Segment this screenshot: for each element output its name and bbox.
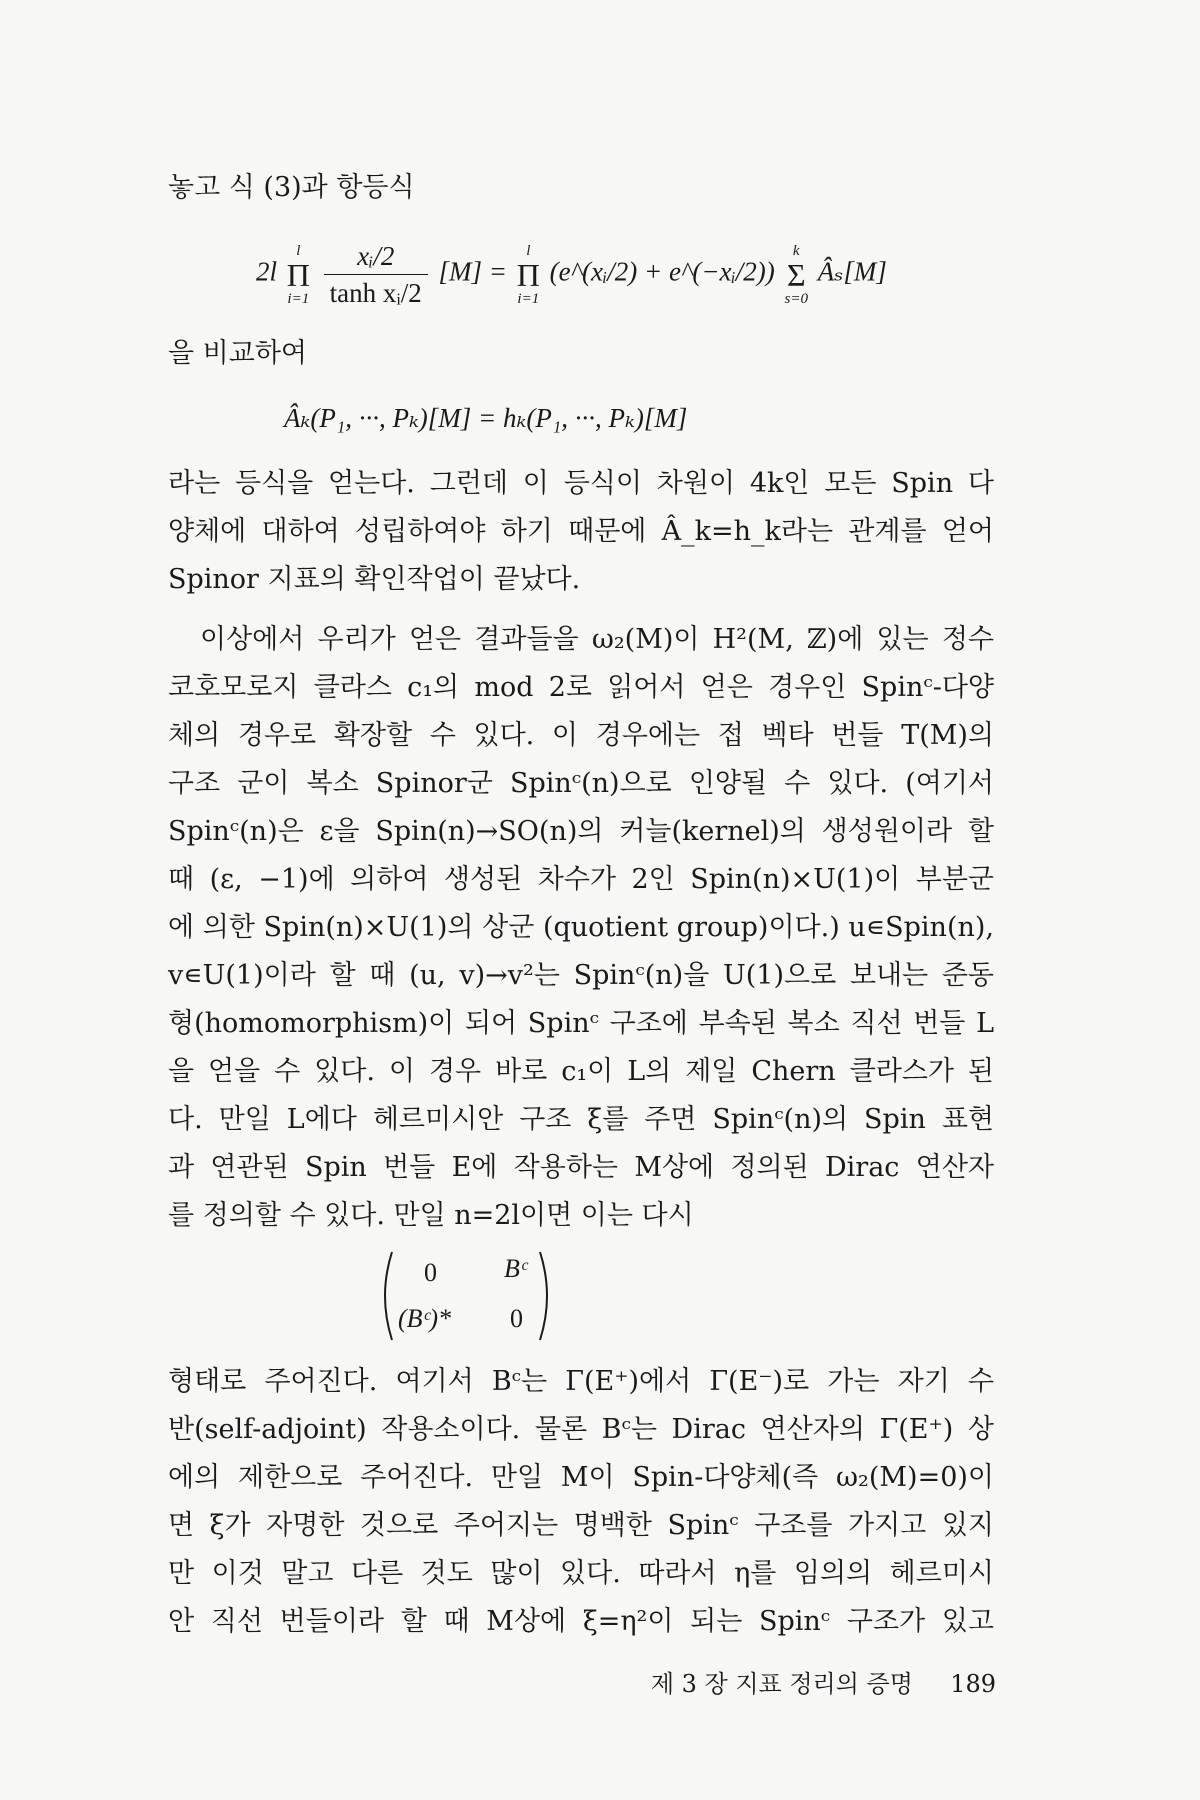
eq1-denominator: tanh xᵢ/2 (329, 278, 422, 308)
matrix-entry-11: 0 (424, 1258, 437, 1287)
equation-identity (256, 238, 887, 311)
text-line-20: 반(self-adjoint) 작용소이다. 물론 Bᶜ는 Dirac 연산자의 Γ(E⁺) 상 (168, 1414, 994, 1445)
text-line-18: 를 정의할 수 있다. 만일 n=2l이면 이는 다시 (168, 1200, 694, 1231)
eq1-sum-lower: s=0 (784, 290, 808, 307)
equation-a-hat-genus: Âₖ(P₁, ···, Pₖ)[M] = hₖ(P₁, ···, Pₖ)[M] (284, 403, 688, 433)
page-number: 189 (950, 1670, 996, 1698)
text-line-23: 만 이것 말고 다른 것도 많이 있다. 따라서 η를 임의의 헤르미시 (168, 1558, 994, 1589)
product-operator-2: l Π i=1 (516, 242, 540, 307)
eq1-prod-lower: i=1 (287, 290, 310, 307)
eq1-prod2-upper: l (526, 242, 531, 259)
text-line-15: 을 얻을 수 있다. 이 경우 바로 c₁이 L의 제일 Chern 클라스가 된 (168, 1056, 994, 1087)
left-parenthesis (376, 1250, 396, 1342)
text-line-8: 체의 경우로 확장할 수 있다. 이 경우에는 접 벡타 번들 T(M)의 (168, 720, 994, 751)
eq1-numerator: xᵢ/2 (324, 238, 428, 275)
text-line-4: 양체에 대하여 성립하여야 하기 때문에 Â_k=h_k라는 관계를 얻어 (168, 516, 994, 547)
text-line-7: 코호모로지 클라스 c₁의 mod 2로 읽어서 얻은 경우인 Spinᶜ-다양 (168, 672, 994, 703)
text-line-19: 형태로 주어진다. 여기서 Bᶜ는 Γ(E⁺)에서 Γ(E⁻)로 가는 자기 수 (168, 1366, 994, 1397)
matrix-entry-22: 0 (510, 1304, 523, 1333)
text-line-9: 구조 군이 복소 Spinor군 Spinᶜ(n)으로 인양될 수 있다. (여기서 (168, 768, 994, 799)
text-line-14: 형(homomorphism)이 되어 Spinᶜ 구조에 부속된 복소 직선 번들 L (168, 1008, 994, 1039)
text-line-3: 라는 등식을 얻는다. 그런데 이 등식이 차원이 4k인 모든 Spin 다 (168, 468, 994, 499)
text-line-24: 안 직선 번들이라 할 때 M상에 ξ=η²이 되는 Spinᶜ 구조가 있고 (168, 1606, 994, 1637)
text-line-2: 을 비교하여 (168, 338, 307, 369)
matrix-entry-12: Bᶜ (504, 1254, 527, 1283)
text-line-12: 에 의한 Spin(n)×U(1)의 상군 (quotient group)이다.) u∊Spin(n), (168, 912, 994, 943)
eq1-coefficient: 2l (256, 256, 278, 287)
eq1-fraction (324, 238, 428, 311)
text-line-13: v∊U(1)이라 할 때 (u, v)→v²는 Spinᶜ(n)을 U(1)으로 보내는 준동 (168, 960, 994, 991)
eq1-rhs: Âₛ[M] (817, 256, 887, 287)
text-line-5: Spinor 지표의 확인작업이 끝났다. (168, 564, 581, 595)
eq1-exponential-sum: (e^(xᵢ/2) + e^(−xᵢ/2)) (549, 256, 775, 287)
dirac-operator-matrix (376, 1250, 556, 1342)
text-line-10: Spinᶜ(n)은 ε을 Spin(n)→SO(n)의 커늘(kernel)의 생성원이라 할 (168, 816, 994, 847)
product-operator: l Π i=1 (286, 242, 310, 307)
eq1-sum-upper: k (792, 242, 800, 259)
text-line-22: 면 ξ가 자명한 것으로 주어지는 명백한 Spinᶜ 구조를 가지고 있지 (168, 1510, 994, 1541)
right-parenthesis (536, 1250, 556, 1342)
chapter-title: 제 3 장 지표 정리의 증명 (650, 1670, 913, 1698)
text-line-6: 이상에서 우리가 얻은 결과들을 ω₂(M)이 H²(M, ℤ)에 있는 정수 (200, 624, 994, 655)
page-footer (600, 1664, 996, 1704)
text-line-17: 과 연관된 Spin 번들 E에 작용하는 M상에 정의된 Dirac 연산자 (168, 1152, 994, 1183)
text-line-16: 다. 만일 L에다 헤르미시안 구조 ξ를 주면 Spinᶜ(n)의 Spin 표현 (168, 1104, 994, 1135)
eq1-prod-upper: l (296, 242, 301, 259)
text-line-21: 에의 제한으로 주어진다. 만일 M이 Spin-다양체(즉 ω₂(M)=0)이 (168, 1462, 994, 1493)
matrix-entry-21: (Bᶜ)* (398, 1304, 452, 1333)
text-line-11: 때 (ε, −1)에 의하여 생성된 차수가 2인 Spin(n)×U(1)이 부분군 (168, 864, 994, 895)
text-line-1: 놓고 식 (3)과 항등식 (168, 172, 415, 203)
eq1-lhs-tail: [M] = (438, 256, 508, 287)
sum-operator: k Σ s=0 (784, 242, 808, 307)
eq1-prod2-lower: i=1 (517, 290, 540, 307)
